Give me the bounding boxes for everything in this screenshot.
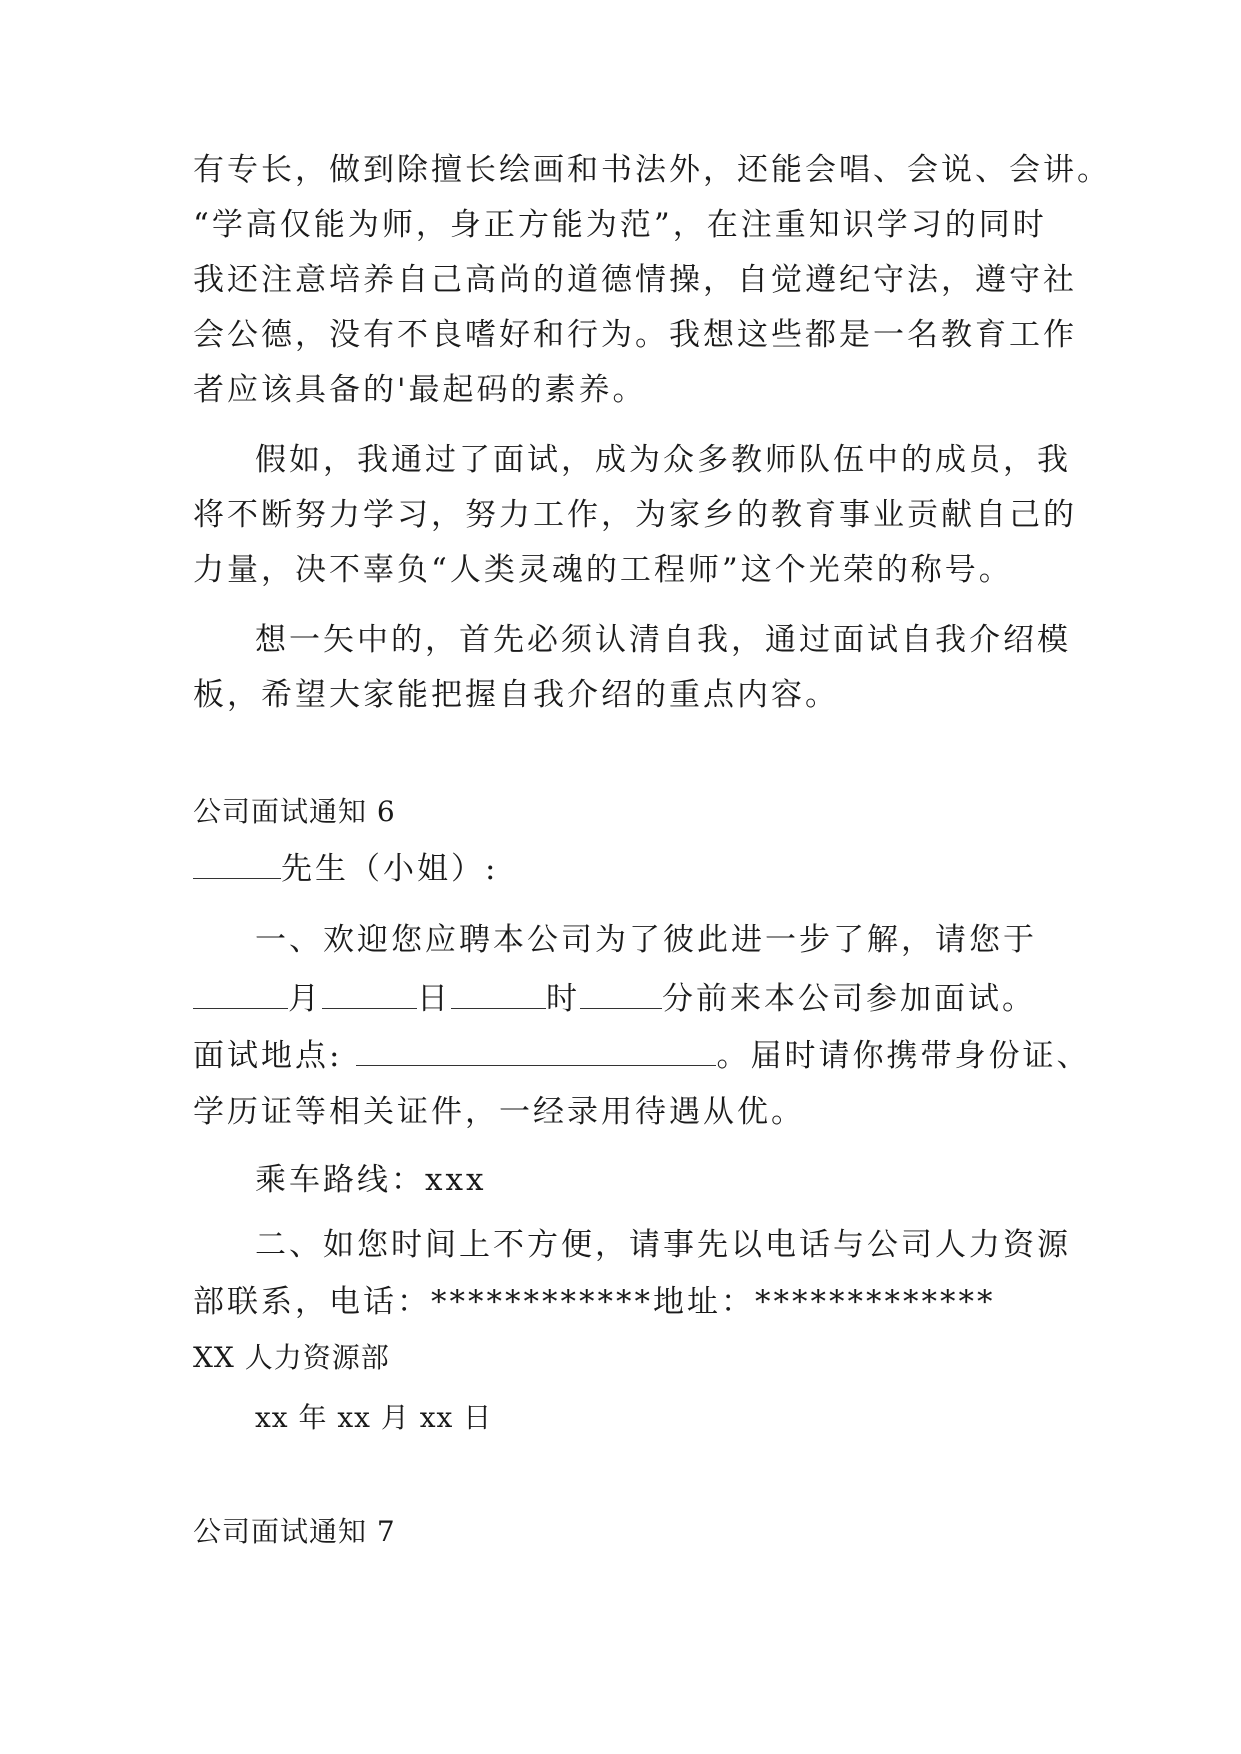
name-blank — [193, 848, 281, 879]
month-label: 月 — [288, 981, 322, 1017]
paragraph-1-line: “学高仅能为师，身正方能为范”，在注重知识学习的同时 — [193, 207, 1047, 243]
paragraph-2-line: 将不断努力学习，努力工作，为家乡的教育事业贡献自己的 — [193, 497, 1077, 533]
location-label: 面试地点: — [193, 1038, 343, 1074]
paragraph-1-line: 我还注意培养自己高尚的道德情操，自觉遵纪守法，遵守社 — [193, 262, 1077, 298]
item-2-line: 二、如您时间上不方便，请事先以电话与公司人力资源 — [255, 1227, 1071, 1263]
month-blank — [193, 978, 288, 1009]
paragraph-2-line: 力量，决不辜负“人类灵魂的工程师”这个光荣的称号。 — [193, 552, 1013, 588]
paragraph-3-line: 板，希望大家能把握自我介绍的重点内容。 — [193, 677, 839, 713]
time-line — [193, 978, 1063, 1019]
item-1-line: 学历证等相关证件，一经录用待遇从优。 — [193, 1094, 805, 1130]
minute-text: 分前来本公司参加面试。 — [662, 981, 1036, 1017]
hour-blank — [451, 978, 546, 1009]
paragraph-1-line: 者应该具备的'最起码的素养。 — [193, 372, 647, 408]
item-2-line: 部联系，电话：************地址：************* — [193, 1284, 996, 1320]
minute-blank — [580, 978, 662, 1009]
section-heading: 公司面试通知 6 — [193, 795, 396, 828]
section-heading: 公司面试通知 7 — [193, 1515, 396, 1548]
salutation-line — [193, 848, 1063, 889]
location-line — [193, 1035, 1091, 1076]
location-blank — [356, 1035, 716, 1066]
paragraph-3-line: 想一矢中的，首先必须认清自我，通过面试自我介绍模 — [255, 622, 1071, 658]
hour-label: 时 — [546, 981, 580, 1017]
item-1-line: 一、欢迎您应聘本公司为了彼此进一步了解，请您于 — [255, 922, 1037, 958]
day-label: 日 — [417, 981, 451, 1017]
notice-date: xx 年 xx 月 xx 日 — [255, 1401, 493, 1434]
paragraph-1-line: 有专长，做到除擅长绘画和书法外，还能会唱、会说、会讲。 — [193, 152, 1111, 188]
location-tail: 。届时请你携带身份证、 — [716, 1038, 1091, 1074]
department-name: XX 人力资源部 — [193, 1341, 390, 1374]
route-line: 乘车路线：xxx — [255, 1162, 487, 1198]
salutation-text: 先生（小姐）: — [281, 851, 499, 887]
paragraph-2-line: 假如，我通过了面试，成为众多教师队伍中的成员，我 — [255, 442, 1071, 478]
paragraph-1-line: 会公德，没有不良嗜好和行为。我想这些都是一名教育工作 — [193, 317, 1077, 353]
day-blank — [322, 978, 417, 1009]
